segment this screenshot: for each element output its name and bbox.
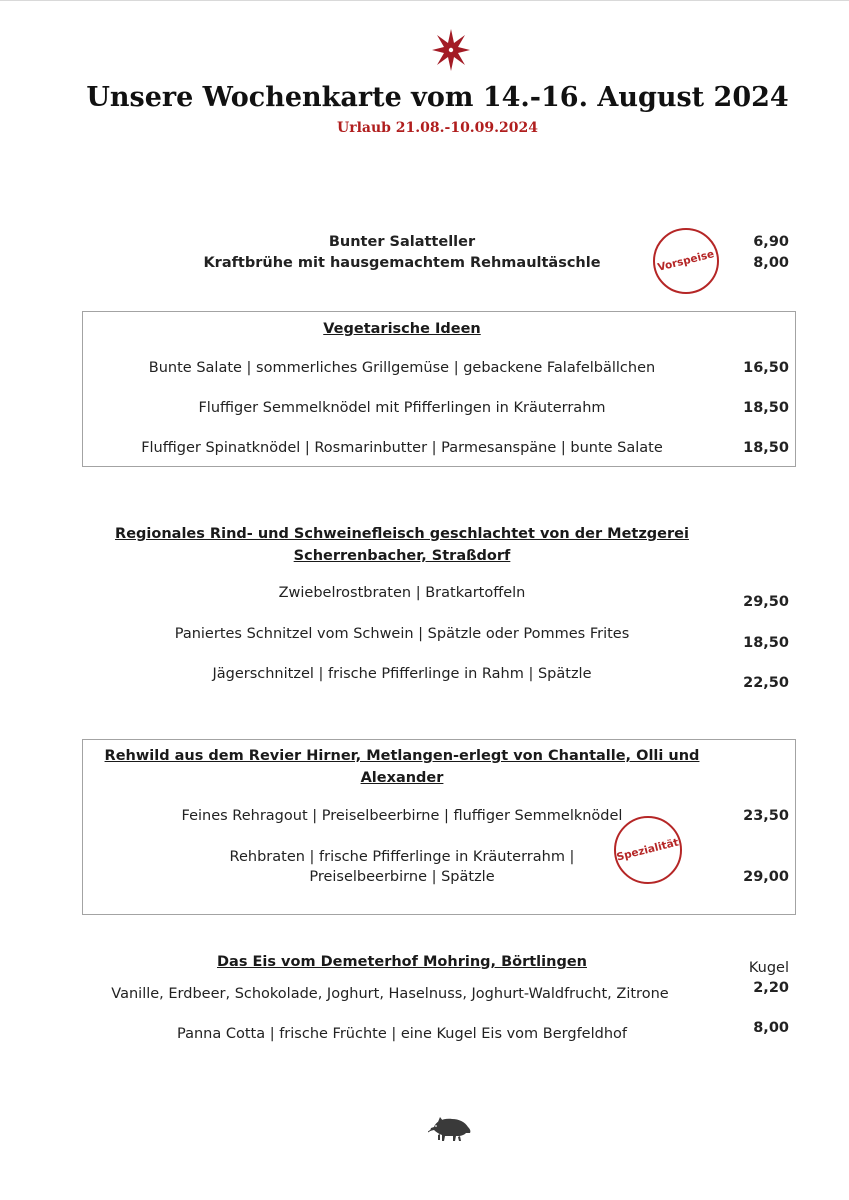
vorspeise-stamp [653,228,719,294]
menu-item: Zwiebelrostbraten | Bratkartoffeln [278,585,526,601]
menu-price: 16,50 [743,360,789,376]
menu-item: Bunter Salatteller [328,234,476,250]
menu-price: 29,00 [743,869,789,885]
page-title: Unsere Wochenkarte vom 14.-16. August 2024 [86,82,789,113]
menu-price: 23,50 [743,808,789,824]
menu-item: Vanille, Erdbeer, Schokolade, Joghurt, Haselnuss, Joghurt-Waldfrucht, Zitrone [111,986,669,1002]
menu-price: 18,50 [743,400,789,416]
unit-label: Kugel [748,960,789,976]
menu-item: Bunte Salate | sommerliches Grillgemüse | gebackene Falafelbällchen [148,360,656,376]
menu-item: Jägerschnitzel | frische Pfifferlinge in Rahm | Spätzle [212,666,592,682]
section-heading: Regionales Rind- und Schweinefleisch geschlachtet von der Metzgerei [115,526,689,542]
menu-item: Fluffiger Spinatknödel | Rosmarinbutter | Parmesanspäne | bunte Salate [141,440,663,456]
menu-price: 29,50 [743,594,789,610]
menu-price: 18,50 [743,635,789,651]
section-heading: Alexander [360,770,444,786]
menu-price: 18,50 [743,440,789,456]
stamp-label: Vorspeise [656,248,716,274]
section-heading: Das Eis vom Demeterhof Mohring, Börtlingen [217,954,587,970]
menu-price: 6,90 [753,234,789,250]
menu-item: Rehbraten | frische Pfifferlinge in Kräuterrahm | [229,849,575,865]
wild-boar-icon [428,1113,472,1145]
menu-price: 22,50 [743,675,789,691]
section-heading: Rehwild aus dem Revier Hirner, Metlangen-erlegt von Chantalle, Olli und [104,748,700,764]
menu-item: Panna Cotta | frische Früchte | eine Kugel Eis vom Bergfeldhof [176,1026,627,1042]
section-heading: Scherrenbacher, Straßdorf [293,548,511,564]
menu-item: Paniertes Schnitzel vom Schwein | Spätzle oder Pommes Frites [174,626,630,642]
menu-price: 8,00 [753,255,789,271]
menu-item: Feines Rehragout | Preiselbeerbirne | fluffiger Semmelknödel [181,808,623,824]
page-subtitle: Urlaub 21.08.-10.09.2024 [336,120,539,136]
menu-item: Kraftbrühe mit hausgemachtem Rehmaultäschle [203,255,601,271]
spezialitaet-stamp [614,816,682,884]
menu-price: 8,00 [753,1020,789,1036]
menu-item: Preiselbeerbirne | Spätzle [309,869,495,885]
eight-point-star-icon [430,28,472,72]
stamp-label: Spezialität [615,836,681,864]
section-heading: Vegetarische Ideen [323,321,481,337]
top-border [0,0,849,1]
menu-price: 2,20 [753,980,789,996]
menu-item: Fluffiger Semmelknödel mit Pfifferlingen in Kräuterrahm [198,400,606,416]
